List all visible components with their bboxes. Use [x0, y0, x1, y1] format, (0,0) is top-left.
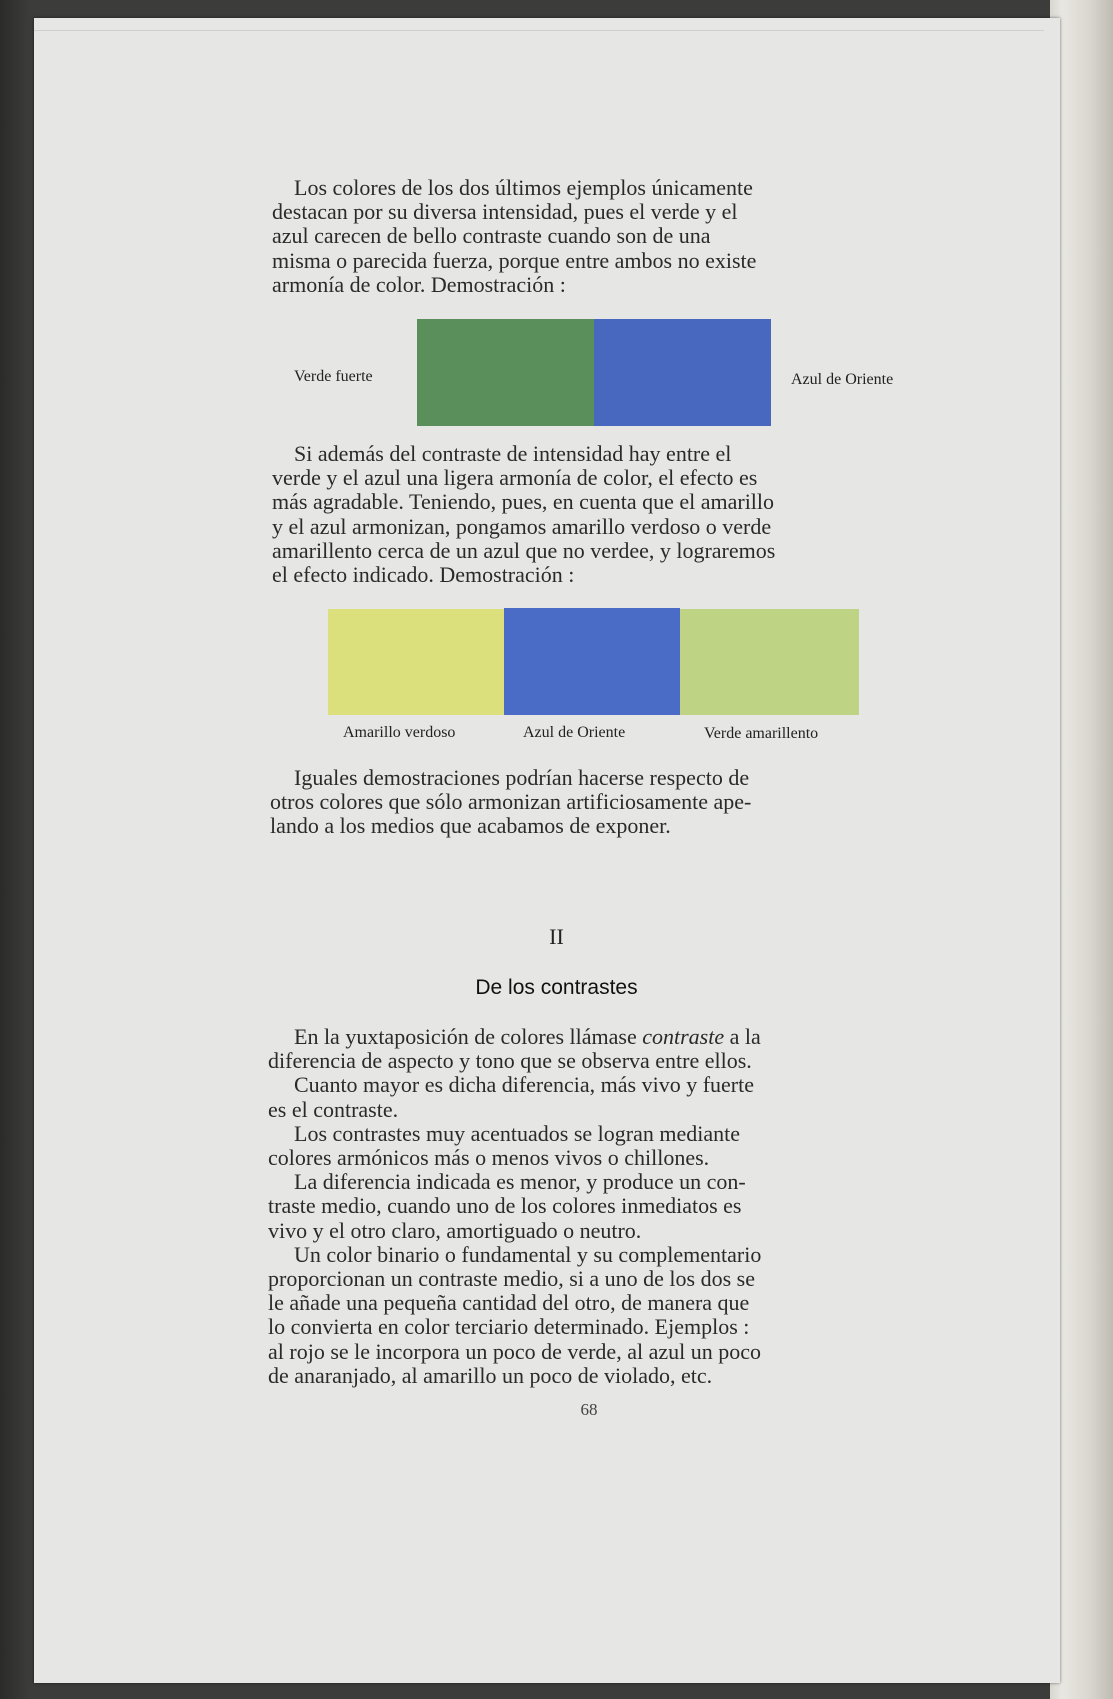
verde-amarillento-swatch: [680, 609, 859, 715]
paragraph-1: [272, 176, 922, 297]
text-line: destacan por su diversa intensidad, pues el verde y el: [272, 199, 738, 225]
text-line: proporcionan un contraste medio, si a uno de los dos se: [268, 1266, 755, 1292]
text-fragment: En la yuxtaposición de colores llámase: [294, 1024, 643, 1049]
text-line: Cuanto mayor es dicha diferencia, más vivo y fuerte: [294, 1072, 755, 1098]
amarillo-verdoso-label: Amarillo verdoso: [343, 724, 456, 741]
text-line: traste medio, cuando uno de los colores inmediatos es: [268, 1193, 742, 1219]
text-line: de anaranjado, al amarillo un poco de violado, etc.: [268, 1362, 713, 1388]
text-line: vivo y el otro claro, amortiguado o neutro.: [268, 1217, 642, 1243]
verde-amarillento-label: Verde amarillento: [704, 725, 819, 742]
text-line: diferencia de aspecto y tono que se observa entre ellos.: [268, 1048, 752, 1074]
text-line: el efecto indicado. Demostración :: [272, 562, 575, 588]
paragraph-4: [268, 1025, 920, 1388]
text-line: Los contrastes muy acentuados se logran mediante: [294, 1120, 740, 1146]
paragraph-3: [270, 766, 922, 839]
text-line: colores armónicos más o menos vivos o chillones.: [268, 1145, 710, 1171]
text-line: lando a los medios que acabamos de exponer.: [270, 813, 671, 839]
text-line: al rojo se le incorpora un poco de verde, al azul un poco: [268, 1338, 761, 1364]
text-line: Los colores de los dos últimos ejemplos únicamente: [294, 175, 753, 200]
text-line: amarillento cerca de un azul que no verdee, y lograremos: [272, 537, 776, 563]
text-line: [268, 1025, 920, 1049]
text-line: más agradable. Teniendo, pues, en cuenta que el amarillo: [272, 489, 775, 515]
contraste-term: contraste: [642, 1024, 725, 1049]
paragraph-2: [272, 442, 922, 587]
azul-de-oriente-swatch-2: [504, 608, 680, 715]
text-line: y el azul armonizan, pongamos amarillo verdoso o verde: [272, 513, 772, 539]
section-number: II: [549, 924, 564, 949]
amarillo-verdoso-swatch: [328, 609, 504, 715]
text-line: Iguales demostraciones podrían hacerse respecto de: [294, 765, 750, 790]
text-line: lo convierta en color terciario determinado. Ejemplos :: [268, 1314, 750, 1340]
verde-fuerte-swatch: [417, 319, 594, 426]
text-line: armonía de color. Demostración :: [272, 271, 566, 297]
text-line: Si además del contraste de intensidad hay entre el: [294, 441, 732, 466]
text-line: Un color binario o fundamental y su complementario: [294, 1241, 762, 1267]
verde-fuerte-label: Verde fuerte: [294, 368, 373, 385]
text-fragment: a la: [724, 1024, 761, 1049]
text-line: es el contraste.: [268, 1096, 399, 1122]
section-title: De los contrastes: [475, 976, 638, 999]
text-line: le añade una pequeña cantidad del otro, de manera que: [268, 1290, 750, 1316]
page-top-rule: [34, 30, 1044, 31]
text-line: misma o parecida fuerza, porque entre ambos no existe: [272, 247, 757, 273]
text-line: La diferencia indicada es menor, y produce un con-: [294, 1169, 746, 1195]
text-line: verde y el azul una ligera armonía de color, el efecto es: [272, 465, 758, 491]
azul-de-oriente-label: Azul de Oriente: [791, 371, 894, 388]
text-line: otros colores que sólo armonizan artificiosamente ape-: [270, 789, 752, 815]
text-line: azul carecen de bello contraste cuando son de una: [272, 223, 711, 249]
azul-de-oriente-label-2: Azul de Oriente: [523, 724, 626, 741]
page-number: 68: [580, 1400, 598, 1419]
azul-de-oriente-swatch: [594, 319, 771, 426]
